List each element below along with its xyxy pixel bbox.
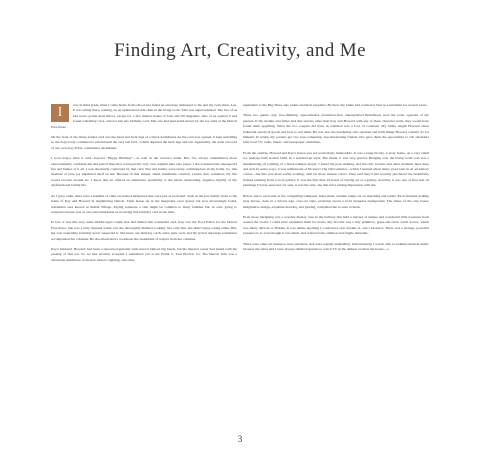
paragraph xyxy=(51,103,237,130)
drop-cap: I xyxy=(51,104,69,122)
left-column xyxy=(51,103,237,268)
paragraph: Even more intriguing was a wooden display case in the hallway that held a myriad of unique and wonderful little treasures from around the world. I could have examined them for hours. My favorite was a tiny primitive, grass-and-straw witch doctor, which was likely African or Haitian. It was unlike anything I could have ever dreamt of, and I adored it. There was a strange, powerful presence to it, even though it was small, and crafted from common and fragile materials. xyxy=(243,214,429,236)
chapter-title: Finding Art, Creativity, and Me xyxy=(114,40,366,61)
right-column xyxy=(243,103,429,257)
paragraph: These two gentle, arty, free-thinking, open-minded, pretention-free, unprejudiced Bohemians were the polar opposite of my parents. If my mother and father had met anyone other than Kay and Howard with any of these character traits, they would have found them appalling. What the two couples did have in common was a love of cocktails. My father taught Howard about industrial electrical goods and how to sell them. He was also the handyman who repaired and built things Howard couldn't do for himself. In return, my parents got two non-competing, non-threatening friends who gave them the opportunity to rub shoulders with local TV, radio, music, and newspaper celebrities. xyxy=(243,113,429,145)
paragraph: As I grew older, there were a handful of other art-related influences that were just as profound. Such as the few family visits to the home of Kay and Howard in neighboring Detroit. Their house sat in the integrated, once grand, but now increasingly faded, residential area known as Indian Village. Paying someone a visit might be common to many families but, in ours, going to someone's house was as rare and remarkable as receiving that birthday card in the mail. xyxy=(51,193,237,214)
paragraph: From the outside, Howard and Kay's house was not particularly memorable. It was a large blocky, 2-story home, on a very small lot, perhaps built around 1920, in a nondescript style. But inside, it was very special. Hanging over the living room sofa was a mesmerizing oil painting of a black trumpet player. I found the pose striking, and the rich, browns and other dramatic hues deep and rich. In some ways, it was reminiscent of Picasso's The Old Guitarist—which I learned about many years later in an art-history course—but this was more earthy-looking, with far more intense colors. They said they'd just recently purchased the beautifully framed painting from a local gallery. It was the first time I'd heard of buying art at a gallery. Actually, it was one of first real oil paintings I'd ever seen and, for sure, it was the only one that left a lasting impression with me. xyxy=(243,150,429,188)
paragraph: I soon forgot what it said—beyond "Happy Birthday"—as well as the creator's name. But, I've always remembered those extraordinarily confident ink and pencil lines that conveyed his very own original idea onto paper. I also treasured the unexpected fun and humor of it all. I was absolutely captivated by that card. Fun and humor were rarely commonplace in my home. So, this moment of pure joy imprinted itself on me. Because of that simple, small, handmade creation, I knew that, somehow, my life would revolve around art. I knew that art offered an alternative possibility to the harsh, unrelenting, negative rigidity of my dysfunctional family life. xyxy=(51,156,237,188)
paragraph: Below and to each side of the compelling trumpeter, hand-made ceramic lamps sat on matching end tables. Each featured striking gray horses, done in a Sèvres Age, cave-art style, prancing across a bold turquoise background. The shape of the clay bases, imaginative design, exquisite drawing, and glazing, compelled me to stare at them. xyxy=(243,193,429,209)
paragraph: In fact, it was this very same middle-aged couple that had mailed that wonderful card. Kay was the Food Editor for the Detroit Free Press. She was a truly talented writer, but she thoroughly disliked cooking. Not only that, she didn't enjoy eating either. But, her vast readership probably never suspected it. She knew our birthday card's artist quite well, and his lyrical drawings sometimes accompanied her columns. He also illustrated a cookbook she assembled of recipes from her columns. xyxy=(51,220,237,241)
paragraph: On the front of the many-folded card was the head and front legs of a black dachshund. As the card was opened, it kept unfolding so the dog's body continued to extend until the very last fold—which depicted the back legs and tail. Apparently, the artist was told of our own dog, Fritzi, a miniature dachshund. xyxy=(51,135,237,150)
paragraph-text: was in third grade when I came home from school and found an envelope addressed to me and my twin sister, Lee. It was sitting there, waiting, on an upholstered side chair in the living room. This was unprecedented. The two of us had never gotten mail before, except for a few mutual issues of Jack and Jill magazine. One of us opened it and found a birthday card—but not just any birthday card. This one had been hand-drawn by the toy artist at the Detroit Free Press. xyxy=(51,103,237,129)
paragraph: equipment to the Big-Three auto plants and their suppliers. By then, my father had worked at Teal as a salesman for several years. xyxy=(243,103,428,107)
paragraph: Kay's husband, Howard, had been a renowned guitarist with several famous big bands, but his musical career had ended with the passing of that era. So, he had recently accepted a salesman's job at the Frank C. Teal Electric Co. The Detroit firm was a wholesale distributor of electric motors, lighting, and other xyxy=(51,246,237,262)
paragraph: There were other art treasures, here and there, that were equally enthralling. Unfortunately, I wasn't able to examine them in detail, because my sister and I were always shuttled upstairs to watch TV in the darkest room in the house—a xyxy=(243,241,429,251)
page-number: 3 xyxy=(237,434,243,444)
